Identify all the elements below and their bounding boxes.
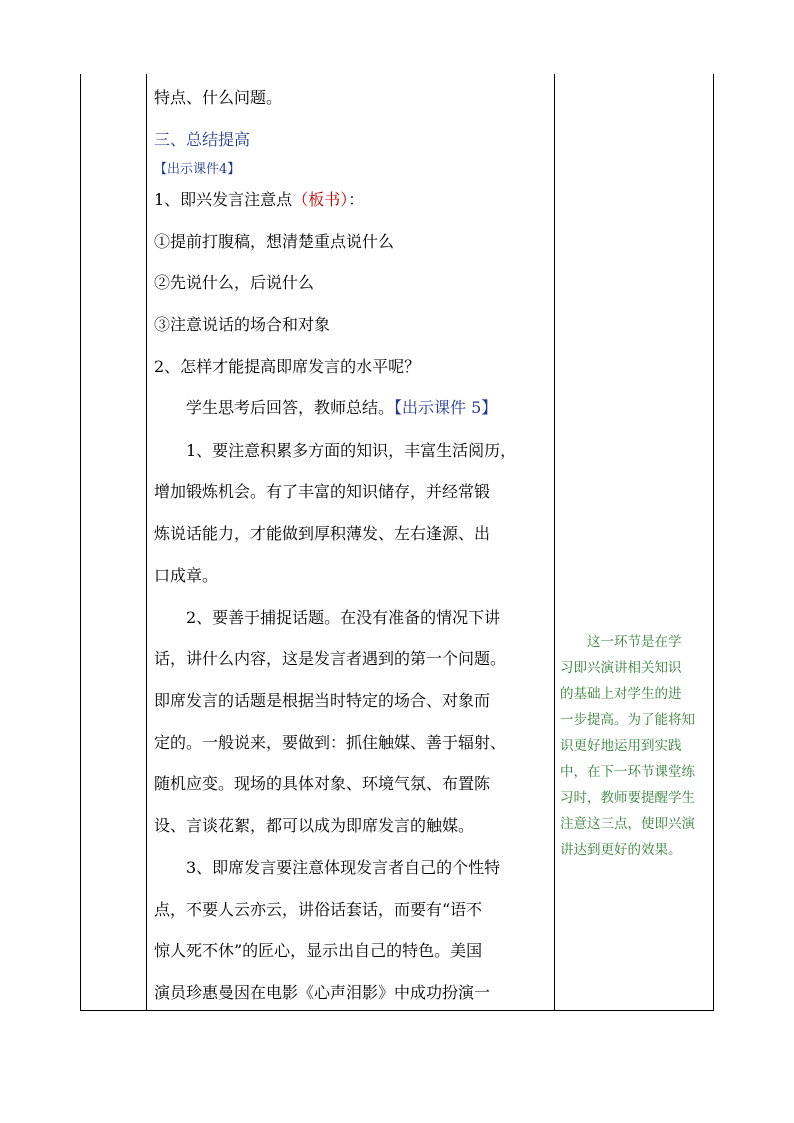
slide-4-marker: 【出示课件4】 [154,162,241,177]
para2-line: 随机应变。现场的具体对象、环境气氛、布置陈 [154,774,491,793]
para1-line: 增加锻炼机会。有了丰富的知识储存，并经常锻 [154,482,491,501]
para1-line: 炼说话能力，才能做到厚积薄发、左右逢源、出 [154,524,491,543]
para2-line: 即席发言的话题是根据当时特定的场合、对象而 [154,691,491,710]
note-line: 中，在下一环节课堂练 [560,764,695,780]
point-1 [154,190,364,210]
para3-line: 惊人死不休”的匠心，显示出自己的特色。美国 [154,941,483,960]
note-line: 注意这三点，使即兴演 [560,816,695,832]
continued-line: 特点、什么问题。 [154,88,283,107]
table-border-left [80,74,81,1011]
table-border-right [713,74,714,1011]
column-divider-1 [146,74,147,1011]
section-heading: 三、总结提高 [154,130,251,149]
para3-line: 3、即席发言要注意体现发言者自己的个性特 [186,858,501,877]
table-border-bottom [80,1010,714,1011]
para2-line: 定的。一般说来，要做到：抓住触媒、善于辐射、 [154,733,507,752]
board-note: （板书） [292,190,349,209]
para2-line: 2、要善于捕捉话题。在没有准备的情况下讲 [186,608,501,627]
point-1-colon: ： [348,190,365,209]
para1-line: 1、要注意积累多方面的知识，丰富生活阅历， [186,441,517,460]
column-divider-2 [554,74,555,1011]
tip-1: ①提前打腹稿，想清楚重点说什么 [154,232,395,251]
note-line: 习时，教师要提醒学生 [560,790,695,806]
note-line: 讲达到更好的效果。 [560,842,682,858]
tip-2: ②先说什么，后说什么 [154,273,315,292]
para3-line: 点，不要人云亦云，讲俗话套话，而要有“语不 [154,900,483,919]
design-intent-note [560,629,710,863]
note-line: 习即兴演讲相关知识 [560,660,682,676]
point-2: 2、怎样才能提高即席发言的水平呢？ [154,357,421,376]
para2-line: 设、言谈花絮，都可以成为即席发言的触媒。 [154,816,475,835]
para3-line: 演员珍惠曼因在电影《心声泪影》中成功扮演一 [154,983,491,1002]
lesson-plan-table [80,74,714,1011]
note-line: 一步提高。为了能将知 [560,712,695,728]
tip-3: ③注意说话的场合和对象 [154,315,331,334]
para1-line: 口成章。 [154,566,219,585]
note-line: 的基础上对学生的进 [560,686,682,702]
para2-line: 话，讲什么内容，这是发言者遇到的第一个问题。 [154,649,507,668]
slide-5-marker: 【出示课件 5】 [394,398,498,417]
student-answer: 学生思考后回答，教师总结。 [186,398,395,417]
point-1-text: 1、即兴发言注意点 [154,190,293,209]
note-line: 这一环节是在学 [587,634,682,650]
student-answer-line [186,398,497,418]
note-line: 识更好地运用到实践 [560,738,682,754]
